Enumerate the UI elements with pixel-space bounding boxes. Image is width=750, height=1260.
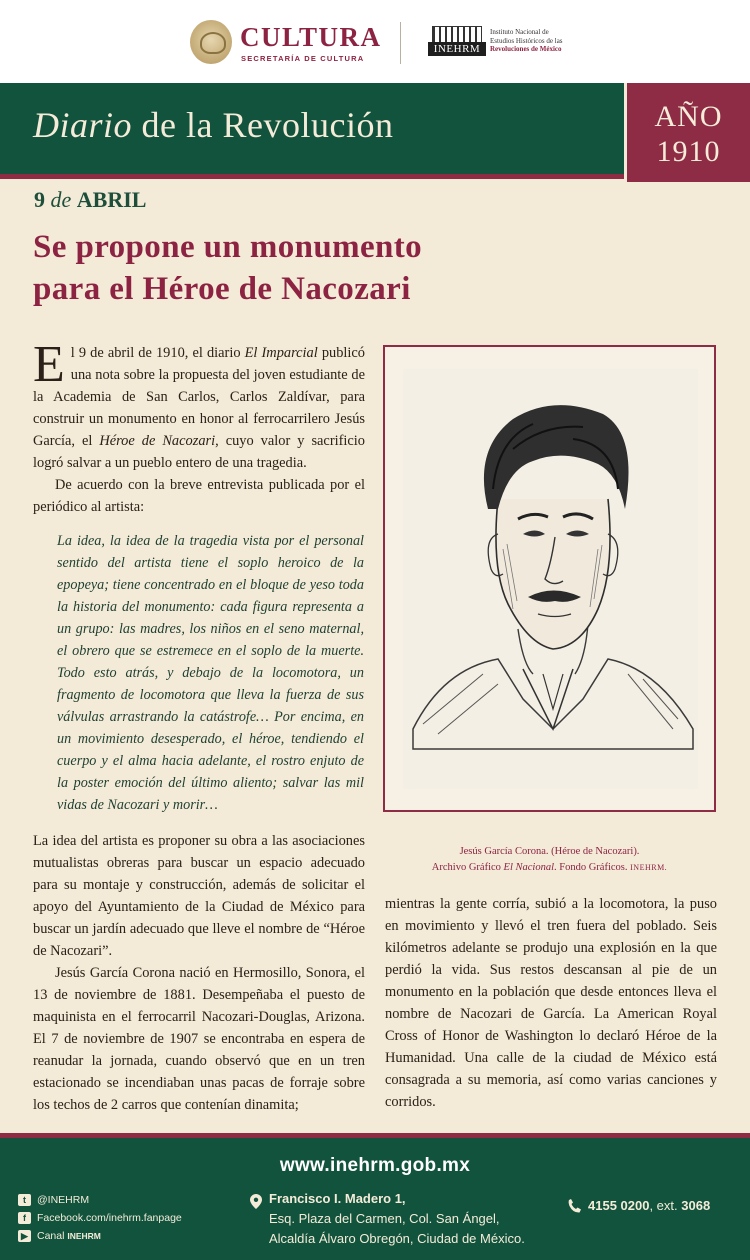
artist-quote: La idea, la idea de la tragedia vista por el personal sentido del artista tiene el soplo heroico de la epopeya; tiene concentrado en el bloque de yeso toda la historia del monumento: cada figura representa a un grupo: las madres, los niños en el seno maternal, el obrero que se estremece en el soplo de la muerte. Todo esto atrás, y debajo de la locomotora, un fragmento de locomotora que lleva la fuerza de sus válvulas arrastrando la catástrofe… Por encima, en un movimiento desesperado, el héroe, tendiendo el cuerpo y el alma hacia adelante, el rostro enjuto de la poster emoción del último aliento; salvar las mil vidas de Nacozari y morir… [57,533,364,813]
canal-label [37,1227,101,1245]
inehrm-logo [428,26,486,58]
social-links [18,1191,182,1245]
address-line: Francisco I. Madero 1, [269,1191,406,1206]
paragraph: mientras la gente corría, subió a la locomotora, la puso en movimiento y llevó el tren fuera del poblado. Seis kilómetros adelante se produjo una explosión en la que perdió la vida. Sus restos descansan al pie de un monumento en la población que desde entonces lleva el nombre de Nacozari de García. La American Royal Cross of Honor de Washington lo declaró Héroe de la Humanidad. Una calle de la ciudad de México está consagrada a su memoria, así como varias canciones y corridos. [385,896,717,1110]
location-pin-icon [250,1194,262,1209]
footer-phone[interactable] [568,1198,710,1213]
inehrm-caption-line: Revoluciones de México [490,45,562,53]
drop-cap: E [33,336,65,393]
date-month: ABRIL [76,187,147,212]
inehrm-caption-line: Instituto Nacional de [490,28,549,36]
caption-line: Jesús García Corona. (Héroe de Nacozari). [459,846,640,857]
text-run: , cuyo valor y sacrificio logró salvar a un pueblo entero de una tragedia. [33,433,365,471]
paragraph [33,336,365,474]
paragraph: La idea del artista es proponer su obra a las asociaciones mutualistas obreras para buscar un espacio adecuado para su montaje y construcción, además de solicitar el apoyo del Ayuntamiento de la Ciudad de México para buscar un jardín adecuado que lleve el nombre de “Héroe de Nacozari”. [33,833,365,959]
headline-line: Se propone un monumento [33,229,423,265]
twitter-icon: t [18,1194,31,1206]
footer-address [250,1189,525,1249]
article-date [34,187,146,213]
year-badge [624,83,750,182]
publication-title [33,104,393,146]
text-run: publicó una nota sobre la propuesta del joven estudiante de la Academia de San Carlos, Carlos Zaldívar, para construir un monumento en honor al ferrocarrilero Jesús García, el [33,345,365,449]
headline-line: para el Héroe de Nacozari [33,271,411,307]
caption-run: Archivo Gráfico [431,862,504,873]
header-rule [0,174,624,179]
caption-newspaper: El Nacional [503,862,554,873]
article-body-right [385,893,717,1113]
caption-institution: INEHRM. [630,863,668,872]
canal-word: Canal [37,1230,68,1242]
website-link[interactable]: www.inehrm.gob.mx [279,1155,471,1176]
facebook-link[interactable] [18,1209,182,1227]
year-label: AÑO [654,100,723,133]
phone-icon [568,1199,581,1213]
twitter-handle: @INEHRM [37,1194,90,1206]
youtube-link[interactable] [18,1227,182,1245]
caption-line [383,860,716,876]
date-de: de [45,187,77,212]
phone-number: 4155 0200 [588,1198,650,1213]
facebook-url: Facebook.com/inehrm.fanpage [37,1212,182,1224]
inehrm-logo-caption [490,28,563,54]
ext-number: 3068 [681,1198,711,1213]
year-value: 1910 [656,135,721,168]
article-body-left [33,830,365,1116]
caption-run: . Fondo Gráficos. [554,862,631,873]
text-run: l 9 de abril de 1910, el diario [70,345,245,361]
article-headline [33,226,422,310]
article-intro [33,336,365,518]
canal-inehrm: INEHRM [67,1231,101,1241]
portrait-frame [383,345,716,812]
paragraph: De acuerdo con la breve entrevista publicada por el periódico al artista: [33,477,365,515]
building-icon [432,26,482,42]
address-line: Esq. Plaza del Carmen, Col. San Ángel, [269,1211,500,1226]
youtube-icon: ▶ [18,1230,31,1242]
title-rest: de la Revolución [132,105,394,145]
inehrm-caption-line: Estudios Históricos de las [490,36,563,45]
date-day: 9 [34,187,45,212]
inehrm-logo-word: INEHRM [428,42,486,56]
secretaria-logo-text: SECRETARÍA DE CULTURA [241,54,365,63]
title-italic: Diario [33,105,133,145]
twitter-link[interactable] [18,1191,182,1209]
phone-text [588,1198,710,1213]
cultura-logo-text: CULTURA [240,22,382,52]
address-line: Alcaldía Álvaro Obregón, Ciudad de México. [269,1231,525,1246]
portrait-caption [383,844,716,876]
facebook-icon: f [18,1212,31,1224]
hero-title: Héroe de Nacozari [99,433,216,449]
logo-divider [400,22,401,64]
ext-label: , ext. [649,1198,682,1213]
paragraph: Jesús García Corona nació en Hermosillo, Sonora, el 13 de noviembre de 1881. Desempeñaba el puesto de maquinista en el ferrocarril Nacozari-Douglas, Arizona. El 7 de noviembre de 1907 se encontraba en espera de reanudar la jornada, cuando observó que en un tren estacionado se incendiaban unas pacas de forraje sobre los techos de 2 carros que contenían dinamita; [33,965,365,1113]
newspaper-name: El Imparcial [244,345,318,361]
portrait-illustration [403,369,698,789]
mexico-seal-icon [190,20,232,64]
